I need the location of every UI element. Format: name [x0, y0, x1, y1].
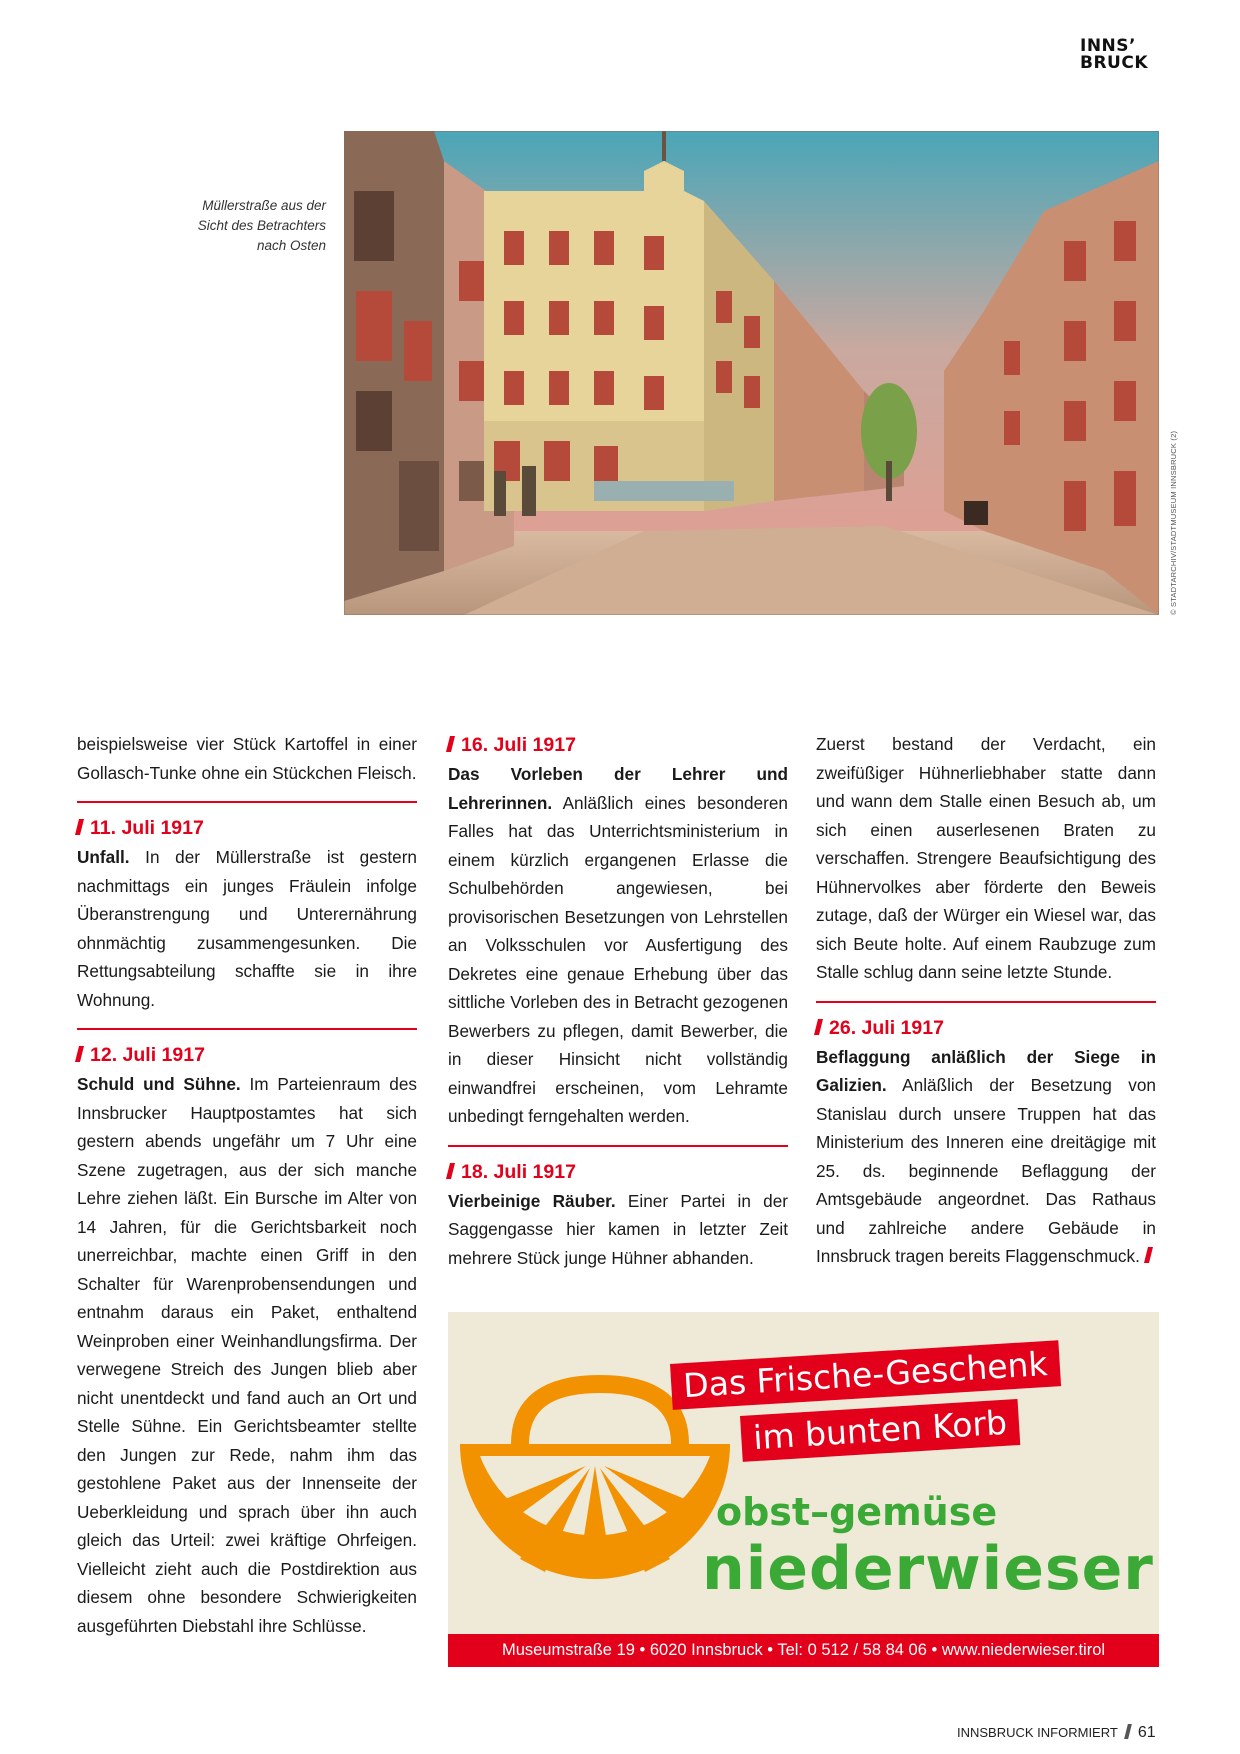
photo-caption: [180, 196, 326, 256]
entry-text: Anläßlich der Besetzung von Stanislau durch unsere Truppen hat das Ministerium des Inneren eine dreitägige mit 25. ds. beginnende Beflaggung der Amtsgebäude angeordnet. Das Rathaus und zahlreiche andere Gebäude in Innsbruck tragen bereits Flaggenschmuck.: [816, 1075, 1156, 1266]
entry-keyword: Unfall.: [77, 847, 130, 867]
entry-separator: [816, 1001, 1156, 1003]
photo-credit: © STADTARCHIV/STADTMUSEUM INNSBRUCK (2): [1169, 430, 1178, 615]
entry-text: Anläßlich eines besonderen Falles hat das Unterrichtsministerium in einem kürzlich ergangenen Erlasse die Schulbehörden angewiesen, bei provisorischen Besetzungen von Lehrstellen an Volksschulen vor Ausfertigung des Dekretes eine genaue Erhebung über das sittliche Vorleben des in Betracht gezogenen Bewerbers zu pflegen, damit Bewerber, die in dieser Hinsicht nicht vollständig einwandfrei erscheinen, vom Lehramte unbedingt ferngehalten werden.: [448, 792, 788, 1126]
entry-separator: [77, 1028, 417, 1030]
date-marker-icon: [75, 819, 84, 835]
date-marker-icon: [446, 736, 455, 752]
date-marker-icon: [446, 1163, 455, 1179]
entry-date-text: 18. Juli 1917: [461, 1160, 576, 1183]
entry-keyword: Beflaggung anläßlich der Siege in Galizien.: [816, 1046, 1156, 1095]
entry-body: [77, 1070, 417, 1640]
entry-keyword: Das Vorleben der Lehrer und Lehrerinnen.: [448, 764, 788, 813]
entry-date-text: 11. Juli 1917: [90, 817, 204, 839]
end-marker-icon: [1144, 1247, 1153, 1263]
entry-separator: [77, 801, 417, 803]
article-column-1: [77, 730, 417, 1640]
entry-body: [816, 1043, 1156, 1271]
entry-date: [816, 1013, 1156, 1043]
entry-body: [77, 843, 417, 1014]
entry-body: [448, 1187, 788, 1273]
caption-line-3: nach Osten: [256, 238, 326, 253]
entry-date: [77, 813, 417, 843]
caption-line-2: Sicht des Betrachters: [197, 218, 326, 233]
entry-date-text: 16. Juli 1917: [461, 734, 576, 756]
magazine-logo: [1080, 38, 1148, 72]
entry-keyword: Vierbeinige Räuber.: [448, 1190, 616, 1211]
article-column-2: [448, 730, 788, 1272]
footer-marker-icon: [1124, 1724, 1132, 1739]
page-number: 61: [1137, 1724, 1156, 1741]
entry-separator: [448, 1145, 788, 1147]
entry-keyword: Schuld und Sühne.: [77, 1074, 241, 1094]
caption-line-1: Müllerstraße aus der: [202, 198, 326, 213]
column-1-intro: beispielsweise vier Stück Kartoffel in einer Gollasch-Tunke ohne ein Stückchen Fleisch.: [77, 734, 417, 783]
column-3-intro: Zuerst bestand der Verdacht, ein zweifüßiger Hühnerliebhaber statte dann und wann dem Stalle einen Besuch ab, um sich einen auserlesenen Braten zu verschaffen. Strengere Beaufsichtigung des Hühnervolkes aber förderte den Beweis zutage, daß der Würger ein Wiesel war, das sich Beute holte. Auf einem Raubzuge zum Stalle schlug dann seine letzte Stunde.: [816, 734, 1156, 982]
entry-date: [448, 730, 788, 760]
date-marker-icon: [75, 1046, 84, 1062]
page-footer: [957, 1724, 1156, 1742]
article-column-3: [816, 730, 1156, 1271]
entry-date-text: 26. Juli 1917: [829, 1016, 944, 1039]
publication-name: INNSBRUCK INFORMIERT: [957, 1725, 1118, 1740]
entry-text: Einer Partei in der Saggengasse hier kamen in letzter Zeit mehrere Stück junge Hühner abhanden.: [448, 1190, 788, 1268]
advertisement[interactable]: [448, 1312, 1159, 1667]
entry-body: [448, 760, 788, 1131]
entry-date: [77, 1040, 417, 1070]
ad-subtitle: obst–gemüse: [716, 1490, 998, 1534]
entry-text: In der Müllerstraße ist gestern nachmittags ein junges Fräulein infolge Überanstrengung und Unterernährung ohnmächtig zusammengesunken. Die Rettungsabteilung schaffte sie in ihre Wohnung.: [77, 847, 417, 1010]
logo-line-1: INNS’: [1080, 36, 1136, 56]
ad-headline-line-2: im bunten Korb: [740, 1399, 1020, 1462]
date-marker-icon: [814, 1019, 823, 1035]
entry-text: Im Parteienraum des Innsbrucker Hauptpostamtes hat sich gestern abends ungefähr um 7 Uhr eine Szene zugetragen, aus der sich manche Lehre ziehen läßt. Ein Bursche im Alter von 14 Jahren, für die Gerichtsbarkeit noch unerreichbar, machte einen Griff in den Schalter für Warenprobensendungen und entnahm daraus ein Paket, enthaltend Weinproben einer Weinhandlungsfirma. Der verwegene Streich des Jungen blieb aber nicht unentdeckt und fand auch an Ort und Stelle Sühne. Ein Gerichtsbeamter stellte den Jungen zur Rede, nahm ihm das gestohlene Paket aus der Innenseite der Ueberkleidung und sprach über ihn auch gleich das Urteil: zwei kräftige Ohrfeigen. Vielleicht zieht auch die Postdirektion aus diesem ohne besondere Schwierigkeiten ausgeführten Diebstahl ihre Schlüsse.: [77, 1074, 417, 1636]
entry-date-text: 12. Juli 1917: [90, 1044, 205, 1066]
ad-contact-bar[interactable]: Museumstraße 19 • 6020 Innsbruck • Tel: 0 512 / 58 84 06 • www.niederwieser.tirol: [448, 1634, 1159, 1667]
entry-date: [448, 1157, 788, 1187]
ad-brand-name: niederwieser: [702, 1534, 1154, 1604]
ad-headline-line-1: Das Frische-Geschenk: [670, 1340, 1061, 1410]
logo-line-2: BRUCK: [1080, 53, 1149, 73]
historic-street-photo: [344, 131, 1159, 615]
